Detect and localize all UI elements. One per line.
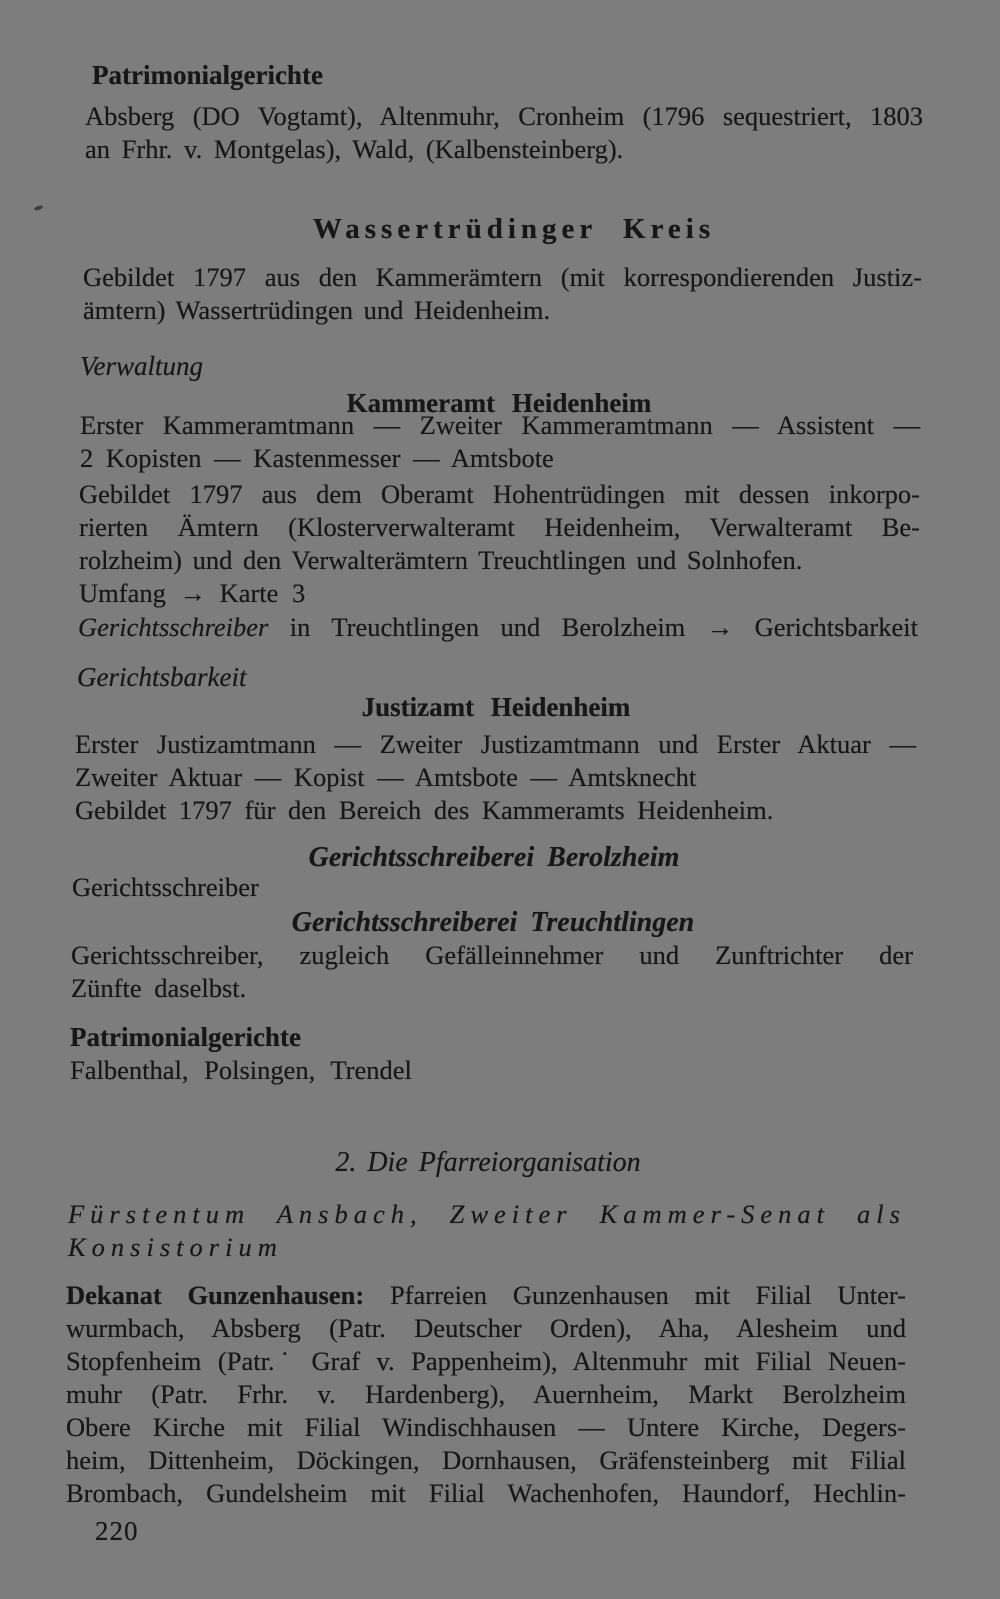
text-line: Gebildet 1797 aus dem Oberamt Hohentrüdingen mit dessen inkorpo- xyxy=(79,479,920,509)
text-line: Gerichtsschreiber, zugleich Gefälleinnehmer und Zunftrichter der xyxy=(71,940,913,970)
gerichtsschreiber-rest: in Treuchtlingen und Berolzheim → Gerichtsbarkeit xyxy=(268,612,918,642)
text-line: rolzheim) und den Verwalterämtern Treuchtlingen und Solnhofen. xyxy=(79,545,803,575)
text-line: muhr (Patr. Frhr. v. Hardenberg), Auernheim, Markt Berolzheim xyxy=(66,1379,906,1409)
margin-label-verwaltung: Verwaltung xyxy=(80,351,204,381)
text-line: 2 Kopisten — Kastenmesser — Amtsbote xyxy=(80,443,554,473)
line-umfang-karte: Umfang → Karte 3 xyxy=(79,578,306,608)
text-line: Brombach, Gundelsheim mit Filial Wachenhofen, Haundorf, Hechlin- xyxy=(66,1478,906,1508)
text-line: ämtern) Wassertrüdingen und Heidenheim. xyxy=(83,295,551,325)
text-line: Erster Kammeramtmann — Zweiter Kammeramtmann — Assistent — xyxy=(80,410,920,440)
paragraph-gerichtsschreiber-duties xyxy=(71,939,913,1005)
text-line: wurmbach, Absberg (Patr. Deutscher Orden), Aha, Alesheim und xyxy=(66,1313,906,1343)
section-heading-gerichtsschreiberei-treuchtlingen: Gerichtsschreiberei Treuchtlingen xyxy=(291,907,695,938)
text-line: Obere Kirche mit Filial Windischhausen — Untere Kirche, Degers- xyxy=(66,1412,906,1442)
ink-speck-artifact xyxy=(34,205,44,212)
text-line: an Frhr. v. Montgelas), Wald, (Kalbensteinberg). xyxy=(85,134,624,164)
line-gerichtsschreiber-berolzheim: Gerichtsschreiber xyxy=(72,872,259,902)
section-heading-kammeramt-heidenheim: Kammeramt Heidenheim xyxy=(346,388,652,418)
paragraph-kreis-intro xyxy=(83,261,922,327)
text-line: Stopfenheim (Patr.˙ Graf v. Pappenheim), Altenmuhr mit Filial Neuen- xyxy=(66,1346,906,1376)
margin-label-gerichtsbarkeit: Gerichtsbarkeit xyxy=(77,662,247,692)
paragraph-kammeramt-origin xyxy=(79,478,920,577)
paragraph-absberg xyxy=(85,100,923,166)
gerichtsschreiber-italic: Gerichtsschreiber xyxy=(78,612,269,642)
section-heading-patrimonialgerichte-1: Patrimonialgerichte xyxy=(92,60,323,90)
paragraph-justizamt-staff xyxy=(75,728,916,827)
paragraph-kammeramt-staff xyxy=(80,409,920,475)
text-line: Fürstentum Ansbach, Zweiter Kammer-Senat als xyxy=(68,1199,906,1229)
paragraph-dekanat-gunzenhausen xyxy=(66,1279,906,1510)
line-falbenthal-polsingen-trendel: Falbenthal, Polsingen, Trendel xyxy=(70,1055,412,1085)
text-line: heim, Dittenheim, Döckingen, Dornhausen, Gräfensteinberg mit Filial xyxy=(66,1445,906,1475)
text-line: Erster Justizamtmann — Zweiter Justizamtmann und Erster Aktuar — xyxy=(75,729,916,759)
dekanat-label: Dekanat Gunzenhausen: xyxy=(66,1280,365,1310)
chapter-heading-wassertruedinger-kreis: Wassertrüdinger Kreis xyxy=(312,213,716,245)
chapter-heading-pfarreiorganisation: 2. Die Pfarreiorganisation xyxy=(335,1147,641,1178)
text-line: Konsistorium xyxy=(68,1232,283,1262)
text-line: rierten Ämtern (Klosterverwalteramt Heidenheim, Verwalteramt Be- xyxy=(79,512,920,542)
text-line: Zweiter Aktuar — Kopist — Amtsbote — Amtsknecht xyxy=(75,762,697,792)
text-line: Gebildet 1797 für den Bereich des Kammeramts Heidenheim. xyxy=(75,795,774,825)
section-heading-gerichtsschreiberei-berolzheim: Gerichtsschreiberei Berolzheim xyxy=(308,842,680,873)
paragraph-fuerstentum-konsistorium xyxy=(68,1198,906,1264)
section-heading-justizamt-heidenheim: Justizamt Heidenheim xyxy=(361,692,631,722)
line-gerichtsschreiber-treuchtlingen xyxy=(78,611,918,644)
page-number: 220 xyxy=(95,1516,139,1546)
dekanat-line-rest: Pfarreien Gunzenhausen mit Filial Unter- xyxy=(364,1280,907,1310)
text-line: Gebildet 1797 aus den Kammerämtern (mit korrespondierenden Justiz- xyxy=(83,262,922,292)
text-line: Absberg (DO Vogtamt), Altenmuhr, Cronheim (1796 sequestriert, 1803 xyxy=(85,101,923,131)
text-line xyxy=(66,1279,906,1312)
section-heading-patrimonialgerichte-2: Patrimonialgerichte xyxy=(70,1022,301,1052)
text-line: Zünfte daselbst. xyxy=(71,973,247,1003)
text-line xyxy=(78,611,918,644)
